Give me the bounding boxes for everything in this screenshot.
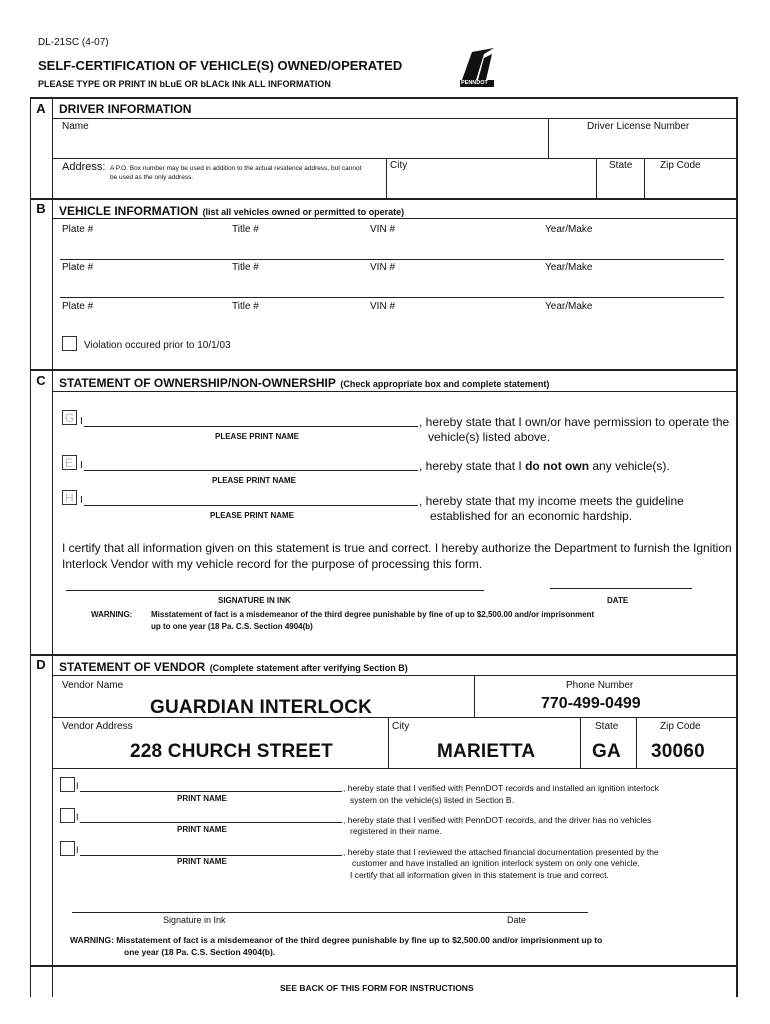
vendor-city-value[interactable]: MARIETTA <box>437 741 536 762</box>
print-name-label: PLEASE PRINT NAME <box>215 432 300 441</box>
year-make-label: Year/Make <box>545 262 593 273</box>
warning-line2: up to one year (18 Pa. C.S. Section 4904(b) <box>151 622 313 631</box>
vendor-zip-label: Zip Code <box>660 721 701 732</box>
vendor-stmt-1-line2: system on the vehicle(s) listed in Section B. <box>350 795 514 805</box>
vendor-address-value[interactable]: 228 CHURCH STREET <box>130 741 333 762</box>
vin-label: VIN # <box>370 262 396 273</box>
hardship-name-field[interactable] <box>84 491 418 505</box>
vendor-date-field[interactable] <box>440 896 588 911</box>
phone-value[interactable]: 770-499-0499 <box>541 695 641 712</box>
penndot-logo <box>456 44 498 88</box>
section-d-title: STATEMENT OF VENDOR <box>59 660 206 674</box>
prefix-i: I <box>76 845 79 855</box>
certify-line2: Interlock Vendor with my vehicle record for the purpose of processing this form. <box>62 557 483 571</box>
section-c-title: STATEMENT OF OWNERSHIP/NON-OWNERSHIP <box>59 376 336 390</box>
license-label: Driver License Number <box>587 121 690 132</box>
vendor-address-label: Vendor Address <box>62 721 133 732</box>
vendor-city-label: City <box>392 721 410 732</box>
address-note-2: be used as the only address. <box>110 174 194 181</box>
vehicle-row-3-field[interactable] <box>60 313 724 331</box>
section-d-letter: D <box>36 657 46 672</box>
year-make-label: Year/Make <box>545 301 593 312</box>
plate-label: Plate # <box>62 262 94 273</box>
vendor-stmt-2-line2: registered in their name. <box>350 826 442 836</box>
vendor-warning-line1: WARNING: Misstatement of fact is a misdemeanor of the third degree punishable by fine up to $2,500.00 and/or imprisionment up to <box>70 935 603 945</box>
vendor-checkbox-3[interactable] <box>60 841 75 856</box>
non-owner-name-field[interactable] <box>84 456 418 470</box>
section-c-heading <box>59 374 549 392</box>
plate-label: Plate # <box>62 301 94 312</box>
signature-label: SIGNATURE IN INK <box>218 596 291 605</box>
section-b-title: VEHICLE INFORMATION <box>59 204 199 218</box>
year-make-label: Year/Make <box>545 224 593 235</box>
statement-h-line2: established for an economic hardship. <box>430 509 633 523</box>
title-label: Title # <box>232 262 259 273</box>
vendor-state-value[interactable]: GA <box>592 741 621 762</box>
city-field[interactable] <box>388 172 594 196</box>
print-name-label: PRINT NAME <box>177 857 227 866</box>
statement-e: , hereby state that I do not own any vehicle(s). <box>419 459 670 473</box>
warning-line1: Misstatement of fact is a misdemeanor of the third degree punishable by fine of up to $2,500.00 and/or imprisonment <box>151 610 595 619</box>
title-label: Title # <box>232 301 259 312</box>
print-name-label: PLEASE PRINT NAME <box>210 511 295 520</box>
vin-label: VIN # <box>370 224 396 235</box>
ownership-checkbox-e[interactable]: E <box>62 455 77 470</box>
vendor-name-field-1[interactable] <box>80 778 342 791</box>
ownership-checkbox-h[interactable]: H <box>62 490 77 505</box>
section-c-letter: C <box>36 373 46 388</box>
print-name-label: PRINT NAME <box>177 825 227 834</box>
driver-name-field[interactable] <box>60 133 544 157</box>
city-label: City <box>390 160 408 171</box>
prefix-i: I <box>76 812 79 822</box>
state-label: State <box>609 160 633 171</box>
print-name-label: PRINT NAME <box>177 794 227 803</box>
section-a-title: DRIVER INFORMATION <box>59 102 192 116</box>
print-name-label: PLEASE PRINT NAME <box>212 476 297 485</box>
vendor-name-field-2[interactable] <box>80 809 342 822</box>
date-field[interactable] <box>550 572 692 587</box>
statement-g-line1: , hereby state that I own/or have permission to operate the <box>419 415 730 429</box>
prefix-i: I <box>76 781 79 791</box>
vendor-stmt-3-line1: , hereby state that I reviewed the attached financial documentation presented by the <box>343 847 659 857</box>
footer-text: SEE BACK OF THIS FORM FOR INSTRUCTIONS <box>280 983 474 993</box>
vendor-name-label: Vendor Name <box>62 680 124 691</box>
section-d-heading <box>59 658 408 676</box>
section-a-letter: A <box>36 101 46 116</box>
signature-field[interactable] <box>66 574 484 589</box>
vendor-name-value[interactable]: GUARDIAN INTERLOCK <box>150 697 373 718</box>
license-number-field[interactable] <box>550 133 735 157</box>
vendor-checkbox-2[interactable] <box>60 808 75 823</box>
form-title: SELF-CERTIFICATION OF VEHICLE(S) OWNED/OPERATED <box>38 58 403 73</box>
vendor-checkbox-1[interactable] <box>60 777 75 792</box>
vendor-zip-value[interactable]: 30060 <box>651 741 705 762</box>
vendor-state-label: State <box>595 721 619 732</box>
plate-label: Plate # <box>62 224 94 235</box>
owner-name-field[interactable] <box>84 412 418 426</box>
vehicle-row-2-field[interactable] <box>60 274 724 296</box>
section-c-note: (Check appropriate box and complete statement) <box>340 379 550 389</box>
section-d-note: (Complete statement after verifying Section B) <box>209 663 408 673</box>
vendor-stmt-1-line1: , hereby state that I verified with PennDOT records and installed an ignition interlock <box>343 783 659 793</box>
address-note-1: A P.O. Box number may be used in addition to the actual residence address, but cannot <box>110 165 362 172</box>
state-field[interactable] <box>598 172 642 196</box>
name-label: Name <box>62 121 89 132</box>
prefix-i: I <box>80 416 83 427</box>
vendor-stmt-3-line3: I certify that all information given in this statement is true and correct. <box>350 870 609 880</box>
section-b-letter: B <box>36 201 46 216</box>
certify-line1: I certify that all information given on this statement is true and correct. I hereby authorize the Department to furnish the Ignition <box>62 541 732 555</box>
vin-label: VIN # <box>370 301 396 312</box>
form-id: DL-21SC (4-07) <box>38 37 109 48</box>
vendor-name-field-3[interactable] <box>80 842 342 855</box>
date-label: DATE <box>607 596 629 605</box>
vendor-signature-label: Signature in Ink <box>163 915 226 925</box>
statement-h-line1: , hereby state that my income meets the guideline <box>419 494 684 508</box>
zip-field[interactable] <box>646 172 734 196</box>
section-b-note: (list all vehicles owned or permitted to operate) <box>202 207 405 217</box>
statement-g-line2: vehicle(s) listed above. <box>428 430 551 444</box>
form-subtitle: PLEASE TYPE OR PRINT IN bLuE OR bLACk INk ALL INFORMATION <box>38 79 331 89</box>
zip-label: Zip Code <box>660 160 701 171</box>
prefix-i: I <box>80 495 83 506</box>
title-label: Title # <box>232 224 259 235</box>
vendor-warning-line2: one year (18 Pa. C.S. Section 4904(b). <box>124 947 276 957</box>
violation-checkbox[interactable] <box>62 336 77 351</box>
logo-text: PENNDOT <box>461 80 488 86</box>
vehicle-row-1-field[interactable] <box>60 236 724 258</box>
warning-label: WARNING: <box>91 610 133 619</box>
prefix-i: I <box>80 460 83 471</box>
address-label: Address: <box>62 161 106 173</box>
violation-label: Violation occured prior to 10/1/03 <box>84 340 231 351</box>
vendor-stmt-2-line1: , hereby state that I verified with PennDOT records, and the driver has no vehicles <box>343 815 652 825</box>
vendor-signature-field[interactable] <box>72 896 432 911</box>
vendor-stmt-3-line2: customer and have installed an ignition interlock system on only one vehicle. <box>352 858 640 868</box>
phone-label: Phone Number <box>566 680 634 691</box>
ownership-checkbox-g[interactable]: G <box>62 410 77 425</box>
vendor-date-label: Date <box>507 915 527 925</box>
